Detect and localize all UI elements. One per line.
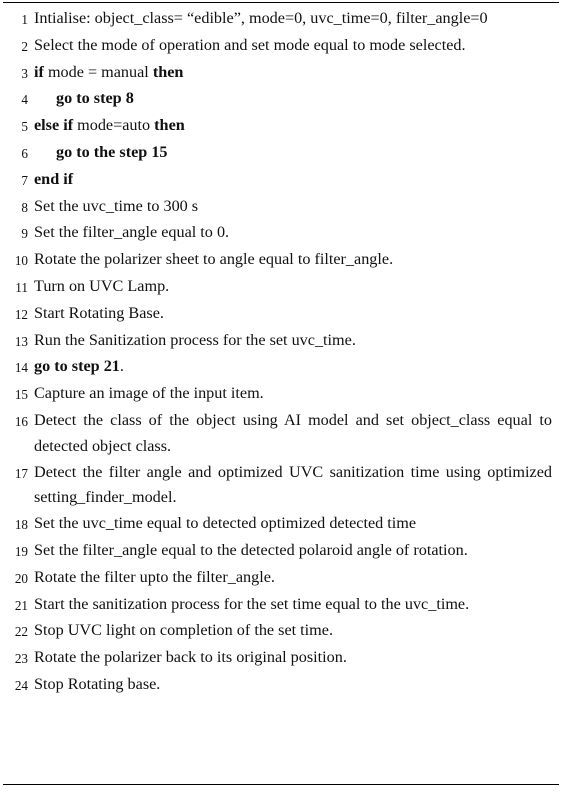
line-number: 3 (21, 65, 28, 81)
algorithm-line (0, 381, 562, 408)
algorithm-line (0, 408, 562, 460)
algorithm-line (0, 328, 562, 355)
line-number: 5 (21, 119, 28, 135)
line-number: 21 (14, 597, 28, 613)
line-text: Set the filter_angle equal to the detected polaroid angle of rotation. (34, 540, 468, 559)
line-text: Detect the class of the object using AI model and set object_class equal to detected object class. (34, 410, 552, 455)
line-text: Select the mode of operation and set mode equal to mode selected. (34, 35, 466, 54)
line-number: 8 (21, 199, 28, 215)
algorithm-line (0, 354, 562, 381)
line-number: 7 (21, 172, 28, 188)
algorithm-line (0, 592, 562, 619)
line-number: 1 (21, 12, 28, 27)
line-text: Stop Rotating base. (34, 674, 161, 693)
line-text (34, 140, 552, 166)
keyword-then: then (154, 116, 185, 135)
algorithm-line (0, 460, 562, 512)
line-number: 13 (14, 333, 28, 349)
line-text (34, 60, 552, 86)
algorithm-line (0, 565, 562, 592)
line-number: 19 (14, 543, 28, 559)
line-text: Start Rotating Base. (34, 303, 164, 322)
algorithm-line (0, 274, 562, 301)
line-number: 22 (14, 624, 28, 640)
algorithm-line (0, 645, 562, 672)
line-text (34, 86, 552, 112)
algorithm-line (0, 511, 562, 538)
algorithm-line (0, 113, 562, 140)
line-text: Set the uvc_time equal to detected optimized detected time (34, 514, 417, 533)
line-number: 12 (14, 306, 28, 322)
line-text: Set the filter_angle equal to 0. (34, 223, 230, 242)
line-text: Turn on UVC Lamp. (34, 276, 170, 295)
line-text (34, 167, 552, 193)
algorithm-line (0, 140, 562, 167)
algorithm-line (0, 60, 562, 87)
algorithm-line (0, 301, 562, 328)
keyword-end-if: end if (34, 169, 74, 188)
line-text: Detect the filter angle and optimized UVC sanitization time using optimized setting_finder_model. (34, 462, 552, 507)
line-text: Set the uvc_time to 300 s (34, 196, 199, 215)
algorithm-line (0, 618, 562, 645)
algorithm-line (0, 33, 562, 60)
line-number: 16 (14, 413, 28, 429)
keyword-goto: go to the step 15 (56, 142, 168, 161)
line-text: Run the Sanitization process for the set uvc_time. (34, 330, 356, 349)
keyword-else-if: else if (34, 116, 74, 135)
algorithm-listing (0, 6, 562, 699)
keyword-goto: go to step 21 (34, 357, 120, 376)
algorithm-line (0, 167, 562, 194)
line-number: 17 (14, 465, 28, 481)
algorithm-line (0, 538, 562, 565)
line-text: Intialise: object_class= “edible”, mode=0, uvc_time=0, filter_angle=0 (34, 9, 488, 27)
line-text (34, 354, 552, 380)
line-number: 20 (14, 570, 28, 586)
line-number: 9 (21, 226, 28, 242)
line-number: 2 (21, 38, 28, 54)
condition-text: mode=auto (73, 116, 155, 135)
line-number: 10 (14, 253, 28, 269)
line-text: Stop UVC light on completion of the set time. (34, 621, 333, 640)
line-number: 24 (14, 677, 28, 693)
line-text: Rotate the polarizer back to its original position. (34, 648, 347, 667)
algorithm-line (0, 220, 562, 247)
condition-text: mode = manual (43, 62, 153, 81)
line-number: 4 (21, 92, 28, 108)
line-text (34, 113, 552, 139)
table-top-rule (3, 2, 559, 3)
algorithm-line (0, 194, 562, 221)
line-number: 23 (14, 651, 28, 667)
keyword-goto: go to step 8 (56, 89, 134, 108)
line-text: Rotate the polarizer sheet to angle equal to filter_angle. (34, 250, 394, 269)
line-number: 6 (21, 145, 28, 161)
keyword-then: then (152, 62, 184, 81)
line-number: 18 (14, 517, 28, 533)
line-text: Capture an image of the input item. (34, 384, 264, 403)
algorithm-line (0, 672, 562, 699)
line-number: 15 (14, 387, 28, 403)
line-text: Rotate the filter upto the filter_angle. (34, 567, 275, 586)
algorithm-line (0, 86, 562, 113)
line-suffix: . (119, 357, 124, 376)
algorithm-line (0, 247, 562, 274)
algorithm-line (0, 6, 562, 33)
table-bottom-rule (3, 784, 559, 785)
line-number: 14 (14, 360, 28, 376)
line-text: Start the sanitization process for the set time equal to the uvc_time. (34, 594, 470, 613)
line-number: 11 (15, 279, 28, 295)
keyword-if: if (34, 62, 44, 81)
